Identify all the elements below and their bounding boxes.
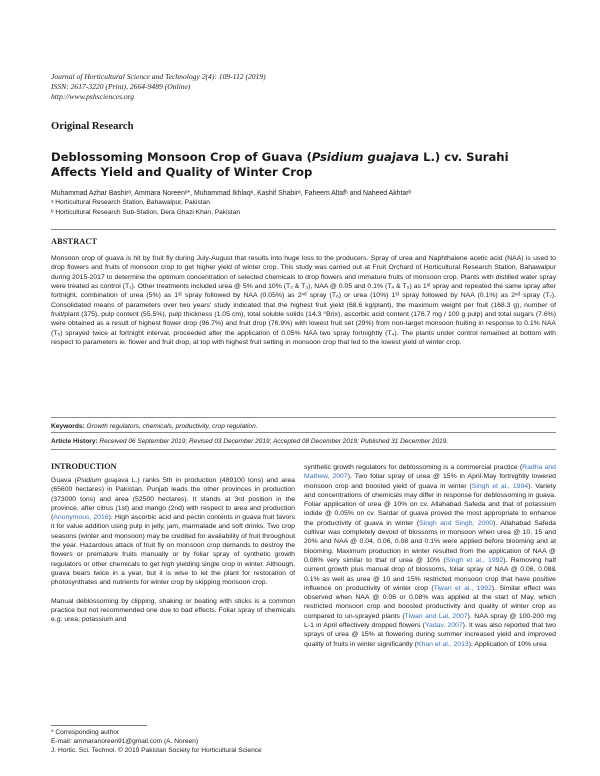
citation-link[interactable]: Tiwari and Lal, 2007 bbox=[404, 612, 468, 620]
divider-keywords bbox=[51, 417, 556, 418]
corresponding-author: * Corresponding author bbox=[51, 729, 120, 736]
citation-link[interactable]: Yadav, 2007 bbox=[424, 622, 463, 630]
paper-title bbox=[51, 150, 556, 180]
journal-citation: Journal of Horticultural Science and Technology 2(4): 109-112 (2019) bbox=[51, 72, 266, 81]
keywords-text: Growth regulators, chemicals, productivity, crop regulation. bbox=[84, 423, 258, 430]
abstract-text: Monsoon crop of guava is hit by fruit fly during July-August that results into huge loss to the producers. Spray of urea and Naphthalene acetic acid (NAA) is used to drop flowers and fruits of monsoon crop to get higher yield of winter crop. This study was carried out at Fruit Orchard of Horticultural Research Station, Bahawalpur during 2015-2017 to determine the optimum concentration of selected chemicals to drop flowers and immature fruits of monsoon crop. Plants with distilled water spray were treated as control (T₁). Other treatments included urea @ 5% and 10% (T₂ & T₃), NAA @ 0.05 and 0.1% (T₄ & T₅) as 1ˢᵗ spray and repeated the same spray after fortnight, combination of urea (5%) as 1ˢᵗ spray followed by NAA (0.05%) as 2ⁿᵈ spray (T₆) or urea (10%) 1ˢᵗ spray followed by NAA (0.1%) as 2ⁿᵈ spray (T₇). Consolidated means of parameters over two years' study indicated that the highest fruit yield (68.6 kg/plant), the maximum weight per fruit (168.3 g), number of fruit/plant (375), pulp content (55.5%), pulp thickness (1.05 cm), total soluble solids (14.3 °Brix), ascorbic acid content (176.7 mg / 100 g pulp) and total sugars (7.6%) were obtained as a result of highest flower drop (96.7%) and fruit drop (76.9%) with lowest fruit set (29%) from non-target monsoon fruiting in response to 0.1% NAA (T₅) sprayed twice at fortnight interval, proceeded after the application of 0.05% NAA two spray fortnightly (T₄). The plants under control remained at bottom with respect to parameters ie. flower and fruit drop, at top with highest fruit setting in monsoon crop that led to the lowest yield of winter crop. bbox=[51, 255, 556, 347]
affiliation-a: ᵃ Horticultural Research Station, Bahawalpur, Pakistan bbox=[51, 199, 210, 206]
title-part2: L.) cv. Surahi Affects Yield and Quality of Winter Crop bbox=[51, 150, 509, 179]
text-run: ). NAA spray @ 100-200 mg L-1 in April effectively dropped flowers ( bbox=[304, 612, 556, 630]
text-run: ). It was also reported that two sprays of urea @ 15% at flowering during summer increased yield and improved quality of fruits in winter significantly ( bbox=[304, 622, 556, 648]
citation-link[interactable]: Singh and Singh, 2000 bbox=[419, 519, 494, 527]
intro-paragraph-3 bbox=[304, 463, 556, 649]
keywords bbox=[51, 423, 556, 430]
divider-history bbox=[51, 432, 556, 433]
author-email[interactable]: E-mail: ammaranoreen91@gmail.com (A. Noreen) bbox=[51, 737, 199, 745]
text-run: synthetic growth regulators for deblossoming is a commercial practice ( bbox=[304, 464, 523, 471]
history-label: Article History: bbox=[51, 438, 98, 445]
text-run: ). Application of 10% urea bbox=[468, 640, 547, 648]
title-part1: Deblossoming Monsoon Crop of Guava ( bbox=[51, 150, 312, 164]
author-list: Muhammad Azhar Bashirᵃ, Ammara Noreenᵃ*, Muhammad Ikhlaqᵃ, Kashif Shabirᵃ, Faheem Altafᵇ and Naheed Akhtarᵇ bbox=[51, 190, 412, 197]
citation-link[interactable]: Singh et al., 1994 bbox=[471, 482, 529, 490]
citation-link[interactable]: Singh et al., 1992 bbox=[445, 556, 504, 564]
introduction-heading: INTRODUCTION bbox=[51, 462, 117, 471]
section-label: Original Research bbox=[51, 121, 134, 132]
text-run: ). Variety and concentrations of chemicals may differ in response for deblossoming in guava. Foliar application of urea @ 10% on cv. Allahabad Safeda and that of potassium iodide @ 0.05% on cv. Sardar of guava proved the most appropriate to enhance the productivity of guava in winter ( bbox=[304, 482, 556, 527]
citation-link[interactable]: Khan et al., 2013 bbox=[416, 640, 469, 648]
citation-link[interactable]: Tiwari et al., 1992 bbox=[433, 584, 492, 592]
copyright: J. Hortic. Sci. Technol. © 2019 Pakistan Society for Horticultural Science bbox=[51, 746, 262, 754]
intro-left-column bbox=[51, 476, 295, 624]
keywords-label: Keywords: bbox=[51, 423, 85, 430]
italic-text: Psidium guajava bbox=[76, 477, 129, 484]
title-species: Psidium guajava bbox=[311, 150, 420, 164]
citation-link[interactable]: Radha and Mathew, 2007 bbox=[304, 464, 556, 481]
divider-body bbox=[51, 449, 556, 450]
text-run: ). Removing half current growth plus manual drop of blossoms, foliar spray of NAA @ 0.06, 0.08& 0.1% as well as urea @ 10 and 15% restricted monsoon crop that have positive influence on productivity of winter crop ( bbox=[304, 556, 556, 592]
intro-right-column bbox=[304, 463, 556, 649]
abstract-heading: ABSTRACT bbox=[51, 237, 98, 246]
intro-paragraph-2: Manual deblossoming by clipping, shaking or beating with sticks is a common practice but not recommended one due to bad effects. Foliar spray of chemicals e.g. urea, potassium and bbox=[51, 597, 295, 624]
intro-paragraph-1 bbox=[51, 476, 295, 588]
journal-info bbox=[51, 72, 266, 102]
affiliations bbox=[51, 198, 240, 217]
footnote-divider bbox=[51, 725, 147, 726]
affiliation-b: ᵇ Horticultural Research Sub-Station, Dera Ghazi Khan, Pakistan bbox=[51, 208, 241, 216]
text-run: ). Two foliar spray of urea @ 15% in April-May fortnightly lowered monsoon crop and boosted yield of guava in winter ( bbox=[304, 473, 556, 490]
footnote bbox=[51, 729, 262, 755]
text-run: ). High ascorbic acid and pectin contents in guava fruit favors it for value addition using pulp in jelly, jam, marmalade and soft drinks. Two crop seasons (winter and monsoon) may be credited for availability of fruit throughout the year. Hazardous attack of fruit fly on monsoon crop demands to destroy the flowers or premature fruits manually or by foliar spray of synthetic growth regulators or other chemicals to get high yielding single crop in winter. Although, guava bears twice in a year, but it is wise to let the plant for restoration of photosynthates and nutrients for winter crop by skipping monsoon crop. bbox=[51, 514, 295, 587]
article-history bbox=[51, 438, 556, 445]
text-run: Guava ( bbox=[51, 477, 77, 484]
journal-url[interactable]: http://www.pshsciences.org bbox=[51, 92, 135, 101]
text-run: ). Allahabad Safeda cultivar was completely devoid of blossoms in monsoon when urea @ 10, 15 and 20% and NAA @ 0.04, 0.06, 0.08 and 0.1% were applied before blooming and at blooming. Maximum production in winter resulted from the application of NAA @ 0.08% very similar to that of urea @ 10% ( bbox=[304, 519, 556, 564]
journal-issn: ISSN: 2617-3220 (Print), 2664-9489 (Online) bbox=[51, 82, 191, 91]
divider-top bbox=[51, 229, 556, 230]
text-run: ). Similar effect was observed when NAA @ 0.06 or 0.08% was applied at the start of May, which restricted monsoon crop and boosted productivity and quality of winter crop as compared to un-sprayed plants ( bbox=[304, 584, 556, 620]
text-run: L.) ranks 5th in production (489100 tons) and area (65600 hectares) in Pakistan. Punjab leads the other provinces in production (373000 tons) and area (52500 hectares). It stands at 3rd position in the province, after citrus (1st) and mango (2nd) with respect to area and production ( bbox=[51, 477, 295, 522]
history-text: Received 06 September 2019; Revised 03 December 2019; Accepted 08 December 2019; Published 31 December 2019. bbox=[97, 438, 449, 445]
citation-link[interactable]: Anonymous, 2016 bbox=[53, 514, 109, 522]
